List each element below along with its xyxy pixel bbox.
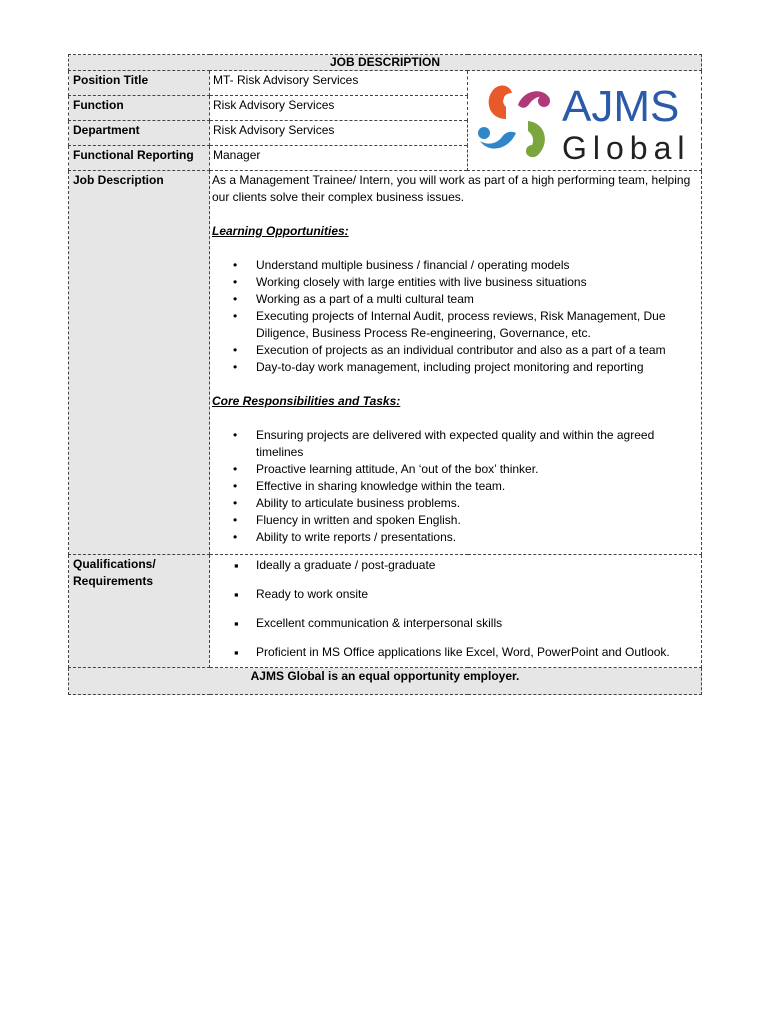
job-description-document (68, 54, 701, 695)
footer-row (69, 668, 702, 695)
core-responsibilities-list (212, 427, 699, 546)
qualifications-label: Qualifications/ Requirements (69, 555, 210, 668)
logo-word-global: Global (562, 130, 691, 163)
field-value: MT- Risk Advisory Services (210, 71, 468, 96)
logo-emblem-icon (478, 86, 550, 158)
job-description-label: Job Description (69, 171, 210, 555)
job-description-table (68, 54, 702, 695)
list-item: • Proactive learning attitude, An ‘out of the box’ thinker. (212, 461, 699, 478)
logo-cell (468, 71, 702, 171)
list-item: ▪ Proficient in MS Office applications like Excel, Word, PowerPoint and Outlook. (212, 644, 699, 661)
field-value: Risk Advisory Services (210, 121, 468, 146)
document-title: JOB DESCRIPTION (69, 55, 702, 71)
job-description-content (210, 171, 702, 555)
field-value: Risk Advisory Services (210, 96, 468, 121)
list-item: • Ensuring projects are delivered with expected quality and within the agreed timelines (212, 427, 699, 461)
list-item: ▪ Ready to work onsite (212, 586, 699, 603)
job-description-row (69, 171, 702, 555)
list-item: • Fluency in written and spoken English. (212, 512, 699, 529)
field-row-position-title (69, 71, 702, 96)
list-item: ▪ Excellent communication & interpersonal skills (212, 615, 699, 632)
list-item: • Executing projects of Internal Audit, process reviews, Risk Management, Due Diligence, Business Process Re-engineering, Governance, etc. (212, 308, 699, 342)
list-item: • Working as a part of a multi cultural team (212, 291, 699, 308)
list-item: ▪ Ideally a graduate / post-graduate (212, 557, 699, 574)
learning-opportunities-list (212, 257, 699, 376)
field-label: Department (69, 121, 210, 146)
list-item: • Effective in sharing knowledge within the team. (212, 478, 699, 495)
list-item: • Working closely with large entities with live business situations (212, 274, 699, 291)
field-label: Position Title (69, 71, 210, 96)
list-item: • Execution of projects as an individual contributor and also as a part of a team (212, 342, 699, 359)
list-item: • Ability to write reports / presentations. (212, 529, 699, 546)
logo-word-ajms: AJMS (562, 82, 680, 131)
qualifications-content (210, 555, 702, 668)
learning-opportunities-heading: Learning Opportunities: (212, 224, 349, 238)
qualifications-row (69, 555, 702, 668)
list-item: • Ability to articulate business problems. (212, 495, 699, 512)
job-description-intro: As a Management Trainee/ Intern, you will work as part of a high performing team, helping our clients solve their complex business issues. (212, 173, 691, 204)
field-label: Functional Reporting (69, 146, 210, 171)
core-responsibilities-heading: Core Responsibilities and Tasks: (212, 394, 401, 408)
list-item: • Understand multiple business / financial / operating models (212, 257, 699, 274)
field-value: Manager (210, 146, 468, 171)
list-item: • Day-to-day work management, including project monitoring and reporting (212, 359, 699, 376)
equal-opportunity-statement: AJMS Global is an equal opportunity employer. (69, 668, 702, 695)
header-row (69, 55, 702, 71)
field-label: Function (69, 96, 210, 121)
qualifications-list (212, 557, 699, 661)
ajms-global-logo (472, 75, 696, 163)
